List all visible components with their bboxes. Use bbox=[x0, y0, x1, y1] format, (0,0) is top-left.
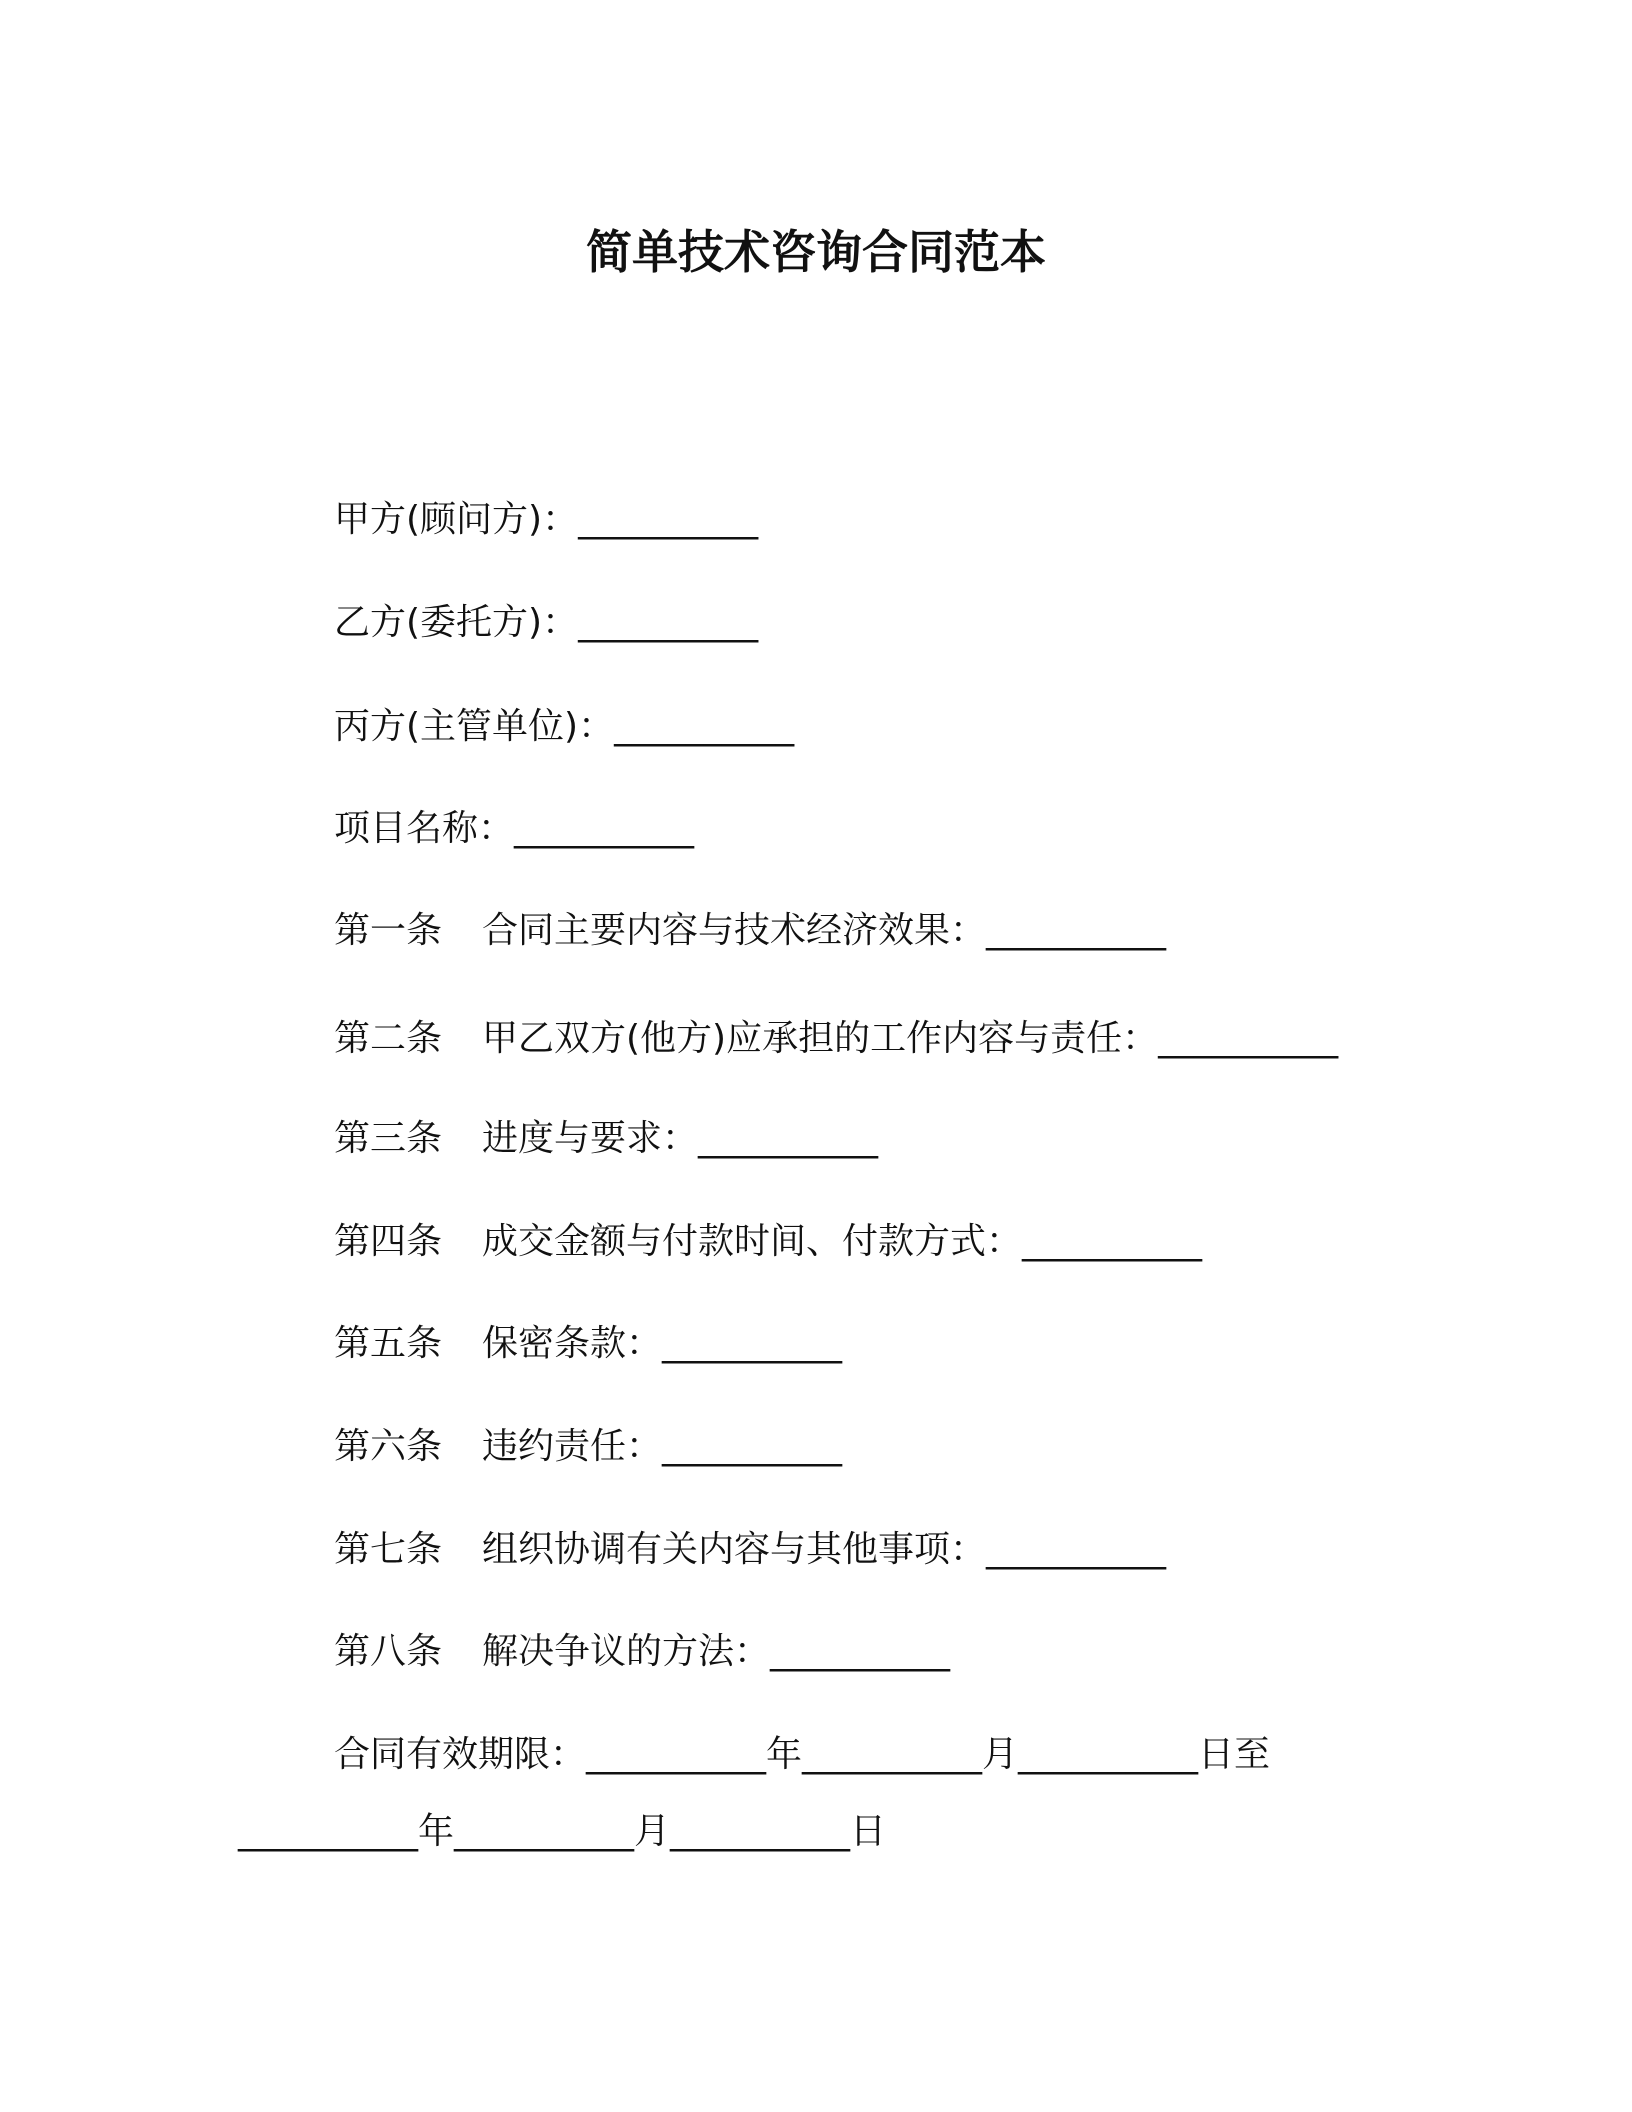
article-number: 第七条 bbox=[334, 1529, 443, 1570]
article-text: 组织协调有关内容与其他事项：__________ bbox=[482, 1529, 1167, 1570]
article-1 bbox=[334, 907, 1166, 955]
article-8 bbox=[334, 1628, 950, 1676]
validity-line-1: 合同有效期限：__________年__________月__________日至 bbox=[334, 1734, 1271, 1775]
article-3 bbox=[334, 1115, 878, 1163]
party-client-line: 乙方(委托方)：__________ bbox=[334, 602, 759, 643]
article-7 bbox=[334, 1526, 1166, 1574]
article-text: 甲乙双方(他方)应承担的工作内容与责任：__________ bbox=[482, 1018, 1339, 1059]
party-consultant-line: 甲方(顾问方)：__________ bbox=[334, 499, 759, 540]
article-number: 第一条 bbox=[334, 910, 443, 951]
article-number: 第二条 bbox=[334, 1018, 443, 1059]
validity-line-2: __________年__________月__________日 bbox=[238, 1811, 886, 1852]
article-number: 第八条 bbox=[334, 1631, 443, 1672]
article-number: 第五条 bbox=[334, 1323, 443, 1364]
article-text: 保密条款：__________ bbox=[482, 1323, 843, 1364]
article-2 bbox=[334, 1015, 1338, 1063]
article-number: 第四条 bbox=[334, 1221, 443, 1262]
article-5 bbox=[334, 1320, 842, 1368]
article-text: 成交金额与付款时间、付款方式：__________ bbox=[482, 1221, 1203, 1262]
project-name-line: 项目名称：__________ bbox=[334, 808, 695, 849]
article-4 bbox=[334, 1218, 1202, 1266]
page-title: 简单技术咨询合同范本 bbox=[586, 225, 1046, 279]
article-text: 违约责任：__________ bbox=[482, 1426, 843, 1467]
article-text: 进度与要求：__________ bbox=[482, 1118, 879, 1159]
article-number: 第六条 bbox=[334, 1426, 443, 1467]
article-text: 解决争议的方法：__________ bbox=[482, 1631, 951, 1672]
article-number: 第三条 bbox=[334, 1118, 443, 1159]
article-text: 合同主要内容与技术经济效果：__________ bbox=[482, 910, 1167, 951]
party-supervisor-line: 丙方(主管单位)：__________ bbox=[334, 706, 795, 747]
article-6 bbox=[334, 1423, 842, 1471]
